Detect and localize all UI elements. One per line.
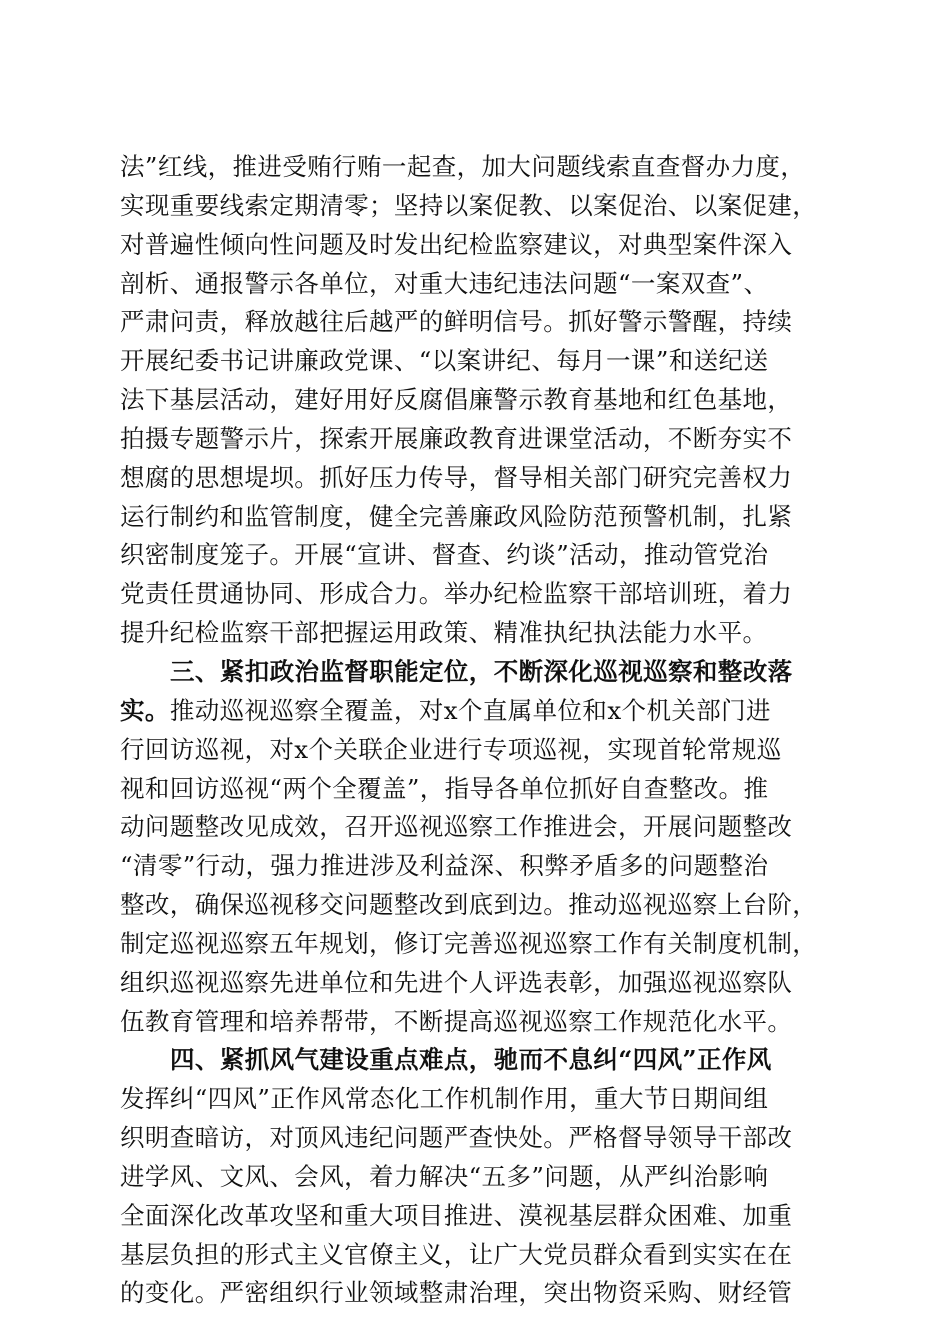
body-line	[120, 459, 832, 498]
body-line	[120, 187, 832, 226]
body-line	[120, 1197, 832, 1236]
line-text: 想腐的思想堤坝。抓好压力传导，督导相关部门研究完善权力	[120, 462, 793, 492]
body-line	[120, 886, 832, 925]
line-text: 开展纪委书记讲廉政党课、“以案讲纪、每月一课”和送纪送	[120, 346, 769, 376]
body-line	[120, 303, 832, 342]
heading-text: 三、紧扣政治监督职能定位，不断深化巡视巡察和整改落	[170, 656, 793, 686]
body-line	[120, 498, 832, 537]
line-text: 织密制度笼子。开展“宣讲、督查、约谈”活动，推动管党治	[120, 540, 769, 570]
body-line	[120, 692, 832, 731]
body-line	[120, 1119, 832, 1158]
line-text: 推动巡视巡察全覆盖，对x个直属单位和x个机关部门进	[169, 695, 771, 725]
line-text: 视和回访巡视“两个全覆盖”，指导各单位抓好自查整改。推	[120, 773, 769, 803]
body-line	[120, 964, 832, 1003]
body-line	[120, 148, 832, 187]
line-text: 法下基层活动，建好用好反腐倡廉警示教育基地和红色基地，	[120, 385, 793, 415]
line-text: 党责任贯通协同、形成合力。举办纪检监察干部培训班，着力	[120, 579, 793, 609]
line-text: 严肃问责，释放越往后越严的鲜明信号。抓好警示警醒，持续	[120, 307, 793, 337]
line-text: 剖析、通报警示各单位，对重大违纪违法问题“一案双查”、	[120, 268, 769, 298]
body-line	[120, 1003, 832, 1042]
line-text: 整改，确保巡视移交问题整改到底到边。推动巡视巡察上台阶，	[120, 890, 818, 920]
heading-text: 四、紧抓风气建设重点难点，驰而不息纠“四风”正作风	[170, 1045, 772, 1075]
body-line	[120, 1236, 832, 1275]
document-body	[120, 148, 832, 1313]
body-line	[120, 925, 832, 964]
line-text: 进学风、文风、会风，着力解决“五多”问题，从严纠治影响	[120, 1161, 769, 1191]
heading-text: 实。	[120, 695, 170, 725]
body-line	[120, 770, 832, 809]
body-line	[120, 731, 832, 770]
line-text: 组织巡视巡察先进单位和先进个人评选表彰，加强巡视巡察队	[120, 967, 793, 997]
body-line	[120, 381, 832, 420]
line-text: 实现重要线索定期清零；坚持以案促教、以案促治、以案促建，	[120, 190, 818, 220]
body-line	[120, 226, 832, 265]
line-text: 法”红线，推进受贿行贿一起查，加大问题线索直查督办力度，	[120, 152, 806, 181]
body-line	[120, 847, 832, 886]
line-text: 提升纪检监察干部把握运用政策、精准执纪执法能力水平。	[120, 618, 768, 648]
body-line	[120, 1158, 832, 1197]
body-line	[120, 575, 832, 614]
body-line	[120, 265, 832, 304]
body-line	[120, 614, 832, 653]
line-text: 的变化。严密组织行业领域整肃治理，突出物资采购、财经管	[120, 1278, 793, 1308]
line-text: 全面深化改革攻坚和重大项目推进、漠视基层群众困难、加重	[120, 1200, 793, 1230]
line-text: 基层负担的形式主义官僚主义，让广大党员群众看到实实在在	[120, 1239, 793, 1269]
line-text: 对普遍性倾向性问题及时发出纪检监察建议，对典型案件深入	[120, 229, 793, 259]
body-line	[120, 1274, 832, 1313]
line-text: 动问题整改见成效，召开巡视巡察工作推进会，开展问题整改	[120, 812, 793, 842]
line-text: 伍教育管理和培养帮带，不断提高巡视巡察工作规范化水平。	[120, 1006, 793, 1036]
line-text: 发挥纠“四风”正作风常态化工作机制作用，重大节日期间组	[120, 1084, 769, 1114]
line-text: “清零”行动，强力推进涉及利益深、积弊矛盾多的问题整治	[120, 851, 769, 881]
line-text: 拍摄专题警示片，探索开展廉政教育进课堂活动，不断夯实不	[120, 423, 793, 453]
line-text: 制定巡视巡察五年规划，修订完善巡视巡察工作有关制度机制，	[120, 928, 818, 958]
body-line	[120, 342, 832, 381]
line-text: 织明查暗访，对顶风违纪问题严查快处。严格督导领导干部改	[120, 1123, 793, 1153]
body-line	[120, 808, 832, 847]
line-text: 行回访巡视，对x个关联企业进行专项巡视，实现首轮常规巡	[120, 734, 782, 764]
body-line	[120, 420, 832, 459]
body-line	[120, 1080, 832, 1119]
line-text: 运行制约和监管制度，健全完善廉政风险防范预警机制，扎紧	[120, 501, 793, 531]
section-heading-4	[120, 1041, 832, 1080]
body-line	[120, 536, 832, 575]
section-heading-3	[120, 653, 832, 692]
